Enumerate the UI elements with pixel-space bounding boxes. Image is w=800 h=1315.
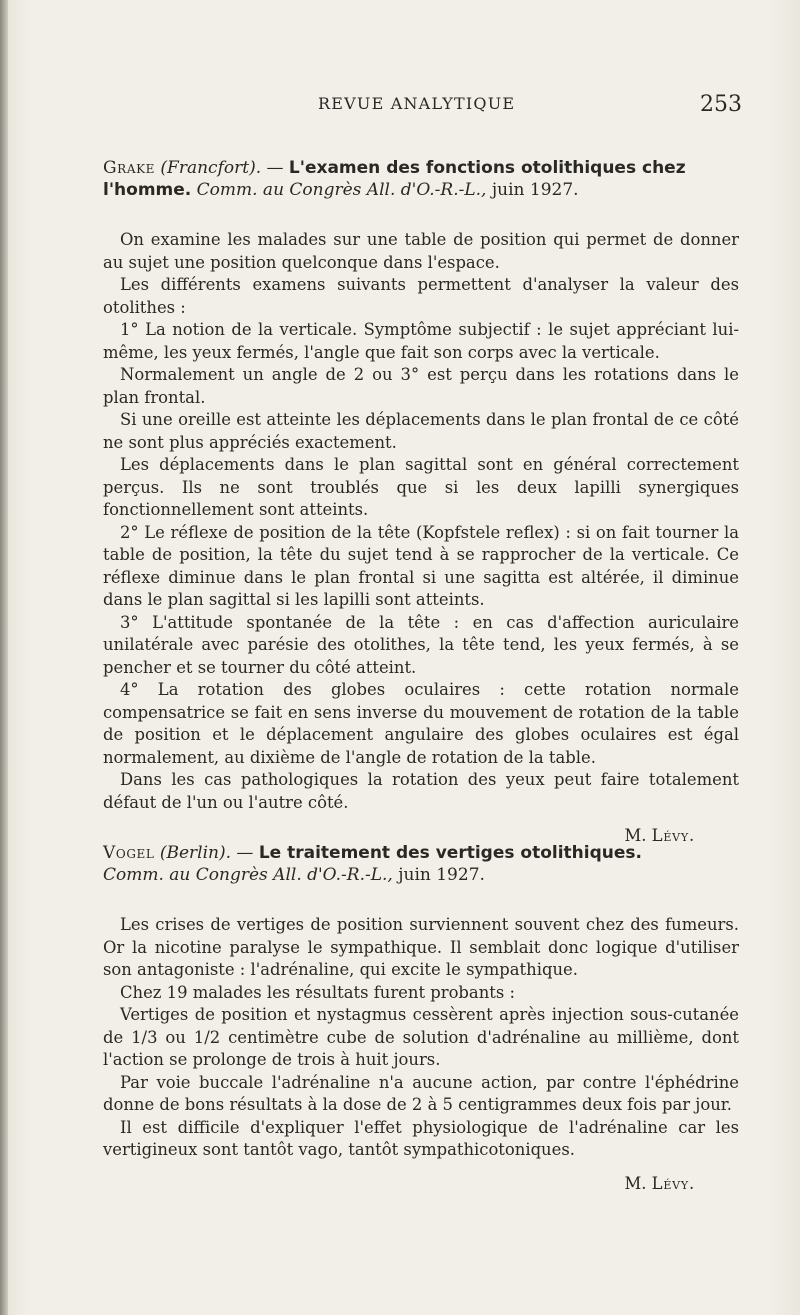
- article-source: Comm. au Congrès All. d'O.-R.-L.,: [196, 180, 487, 200]
- paragraph: Les crises de vertiges de position surviennent souvent chez des fumeurs. Or la nicotine paralyse le sympathique. Il semblait donc logique d'utiliser son antagoniste : l'adrénaline, qui excite le sympathique.: [103, 915, 739, 979]
- signature-surname: Lévy.: [651, 1173, 695, 1193]
- signature-surname: Lévy.: [651, 826, 695, 845]
- paragraph: Normalement un angle de 2 ou 3° est perçu dans les rotations dans le plan frontal.: [103, 365, 739, 407]
- paragraph: 4° La rotation des globes oculaires : cette rotation normale compensatrice se fait en sens inverse du mouvement de rotation de la table de position et le déplacement angulaire des globes oculaires est égal normalement, au dixième de l'angle de rotation de la table.: [103, 680, 739, 767]
- paragraph: 1° La notion de la verticale. Symptôme subjectif : le sujet appréciant lui-même, les yeux fermés, l'angle que fait son corps avec la verticale.: [103, 320, 739, 362]
- paragraph: 3° L'attitude spontanée de la tête : en cas d'affection auriculaire unilatérale avec parésie des otolithes, la tête tend, les yeux fermés, à se pencher et se tourner du côté atteint.: [103, 612, 739, 677]
- article-place: (Berlin).: [159, 843, 232, 863]
- paragraph: Les différents examens suivants permettent d'analyser la valeur des otolithes :: [103, 275, 739, 317]
- article-author: Vogel: [103, 843, 155, 863]
- paragraph: Chez 19 malades les résultats furent probants :: [120, 982, 515, 1002]
- article-title: L'examen des fonctions otolithiques chez l'homme.: [103, 158, 686, 200]
- article-header: [103, 842, 739, 886]
- article-title: Le traitement des vertiges otolithiques.: [258, 843, 642, 863]
- header-dash: —: [236, 843, 254, 863]
- paragraph: Dans les cas pathologiques la rotation des yeux peut faire totalement défaut de l'un ou l'autre côté.: [103, 770, 739, 812]
- paragraph: Les déplacements dans le plan sagittal sont en général correctement perçus. Ils ne sont troublés que si les deux lapilli synergiques fonctionnellement sont atteints.: [103, 455, 739, 519]
- paragraph: Par voie buccale l'adrénaline n'a aucune action, par contre l'éphédrine donne de bons résultats à la dose de 2 à 5 centigrammes deux fois par jour.: [103, 1072, 739, 1114]
- page-number: 253: [700, 92, 742, 117]
- paragraph: 2° Le réflexe de position de la tête (Kopfstele reflex) : si on fait tourner la table de position, la tête du sujet tend à se rapprocher de la verticale. Ce réflexe diminue dans le plan frontal si une sagitta est altérée, il diminue dans le plan sagittal si les lapilli sont atteints.: [103, 522, 739, 609]
- article-body: [103, 229, 739, 814]
- article-vogel: [103, 842, 739, 1193]
- paragraph: Si une oreille est atteinte les déplacements dans le plan frontal de ce côté ne sont plus appréciés exactement.: [103, 410, 739, 452]
- article-grake: [103, 157, 739, 845]
- article-header: [103, 157, 739, 201]
- article-source: Comm. au Congrès All. d'O.-R.-L.,: [103, 865, 393, 885]
- book-spine-shadow: [0, 0, 8, 1315]
- article-body: [103, 914, 739, 1162]
- signature-initial: M.: [624, 826, 647, 845]
- paragraph: Il est difficile d'expliquer l'effet physiologique de l'adrénaline car les vertigineux sont tantôt vago, tantôt sympathicotoniques.: [103, 1117, 739, 1159]
- running-head: [0, 92, 800, 122]
- running-title: REVUE ANALYTIQUE: [318, 94, 516, 113]
- article-date: juin 1927.: [491, 180, 579, 200]
- header-dash: —: [266, 158, 284, 178]
- paragraph: On examine les malades sur une table de position qui permet de donner au sujet une position quelconque dans l'espace.: [103, 230, 739, 272]
- article-date: juin 1927.: [398, 865, 485, 885]
- article-signature: [103, 1174, 695, 1193]
- article-author: Grake: [103, 158, 156, 178]
- paragraph: Vertiges de position et nystagmus cessèrent après injection sous-cutanée de 1/3 ou 1/2 centimètre cube de solution d'adrénaline au millième, dont l'action se prolonge de trois à huit jours.: [103, 1005, 739, 1069]
- signature-initial: M.: [624, 1173, 647, 1193]
- article-place: (Francfort).: [160, 158, 262, 178]
